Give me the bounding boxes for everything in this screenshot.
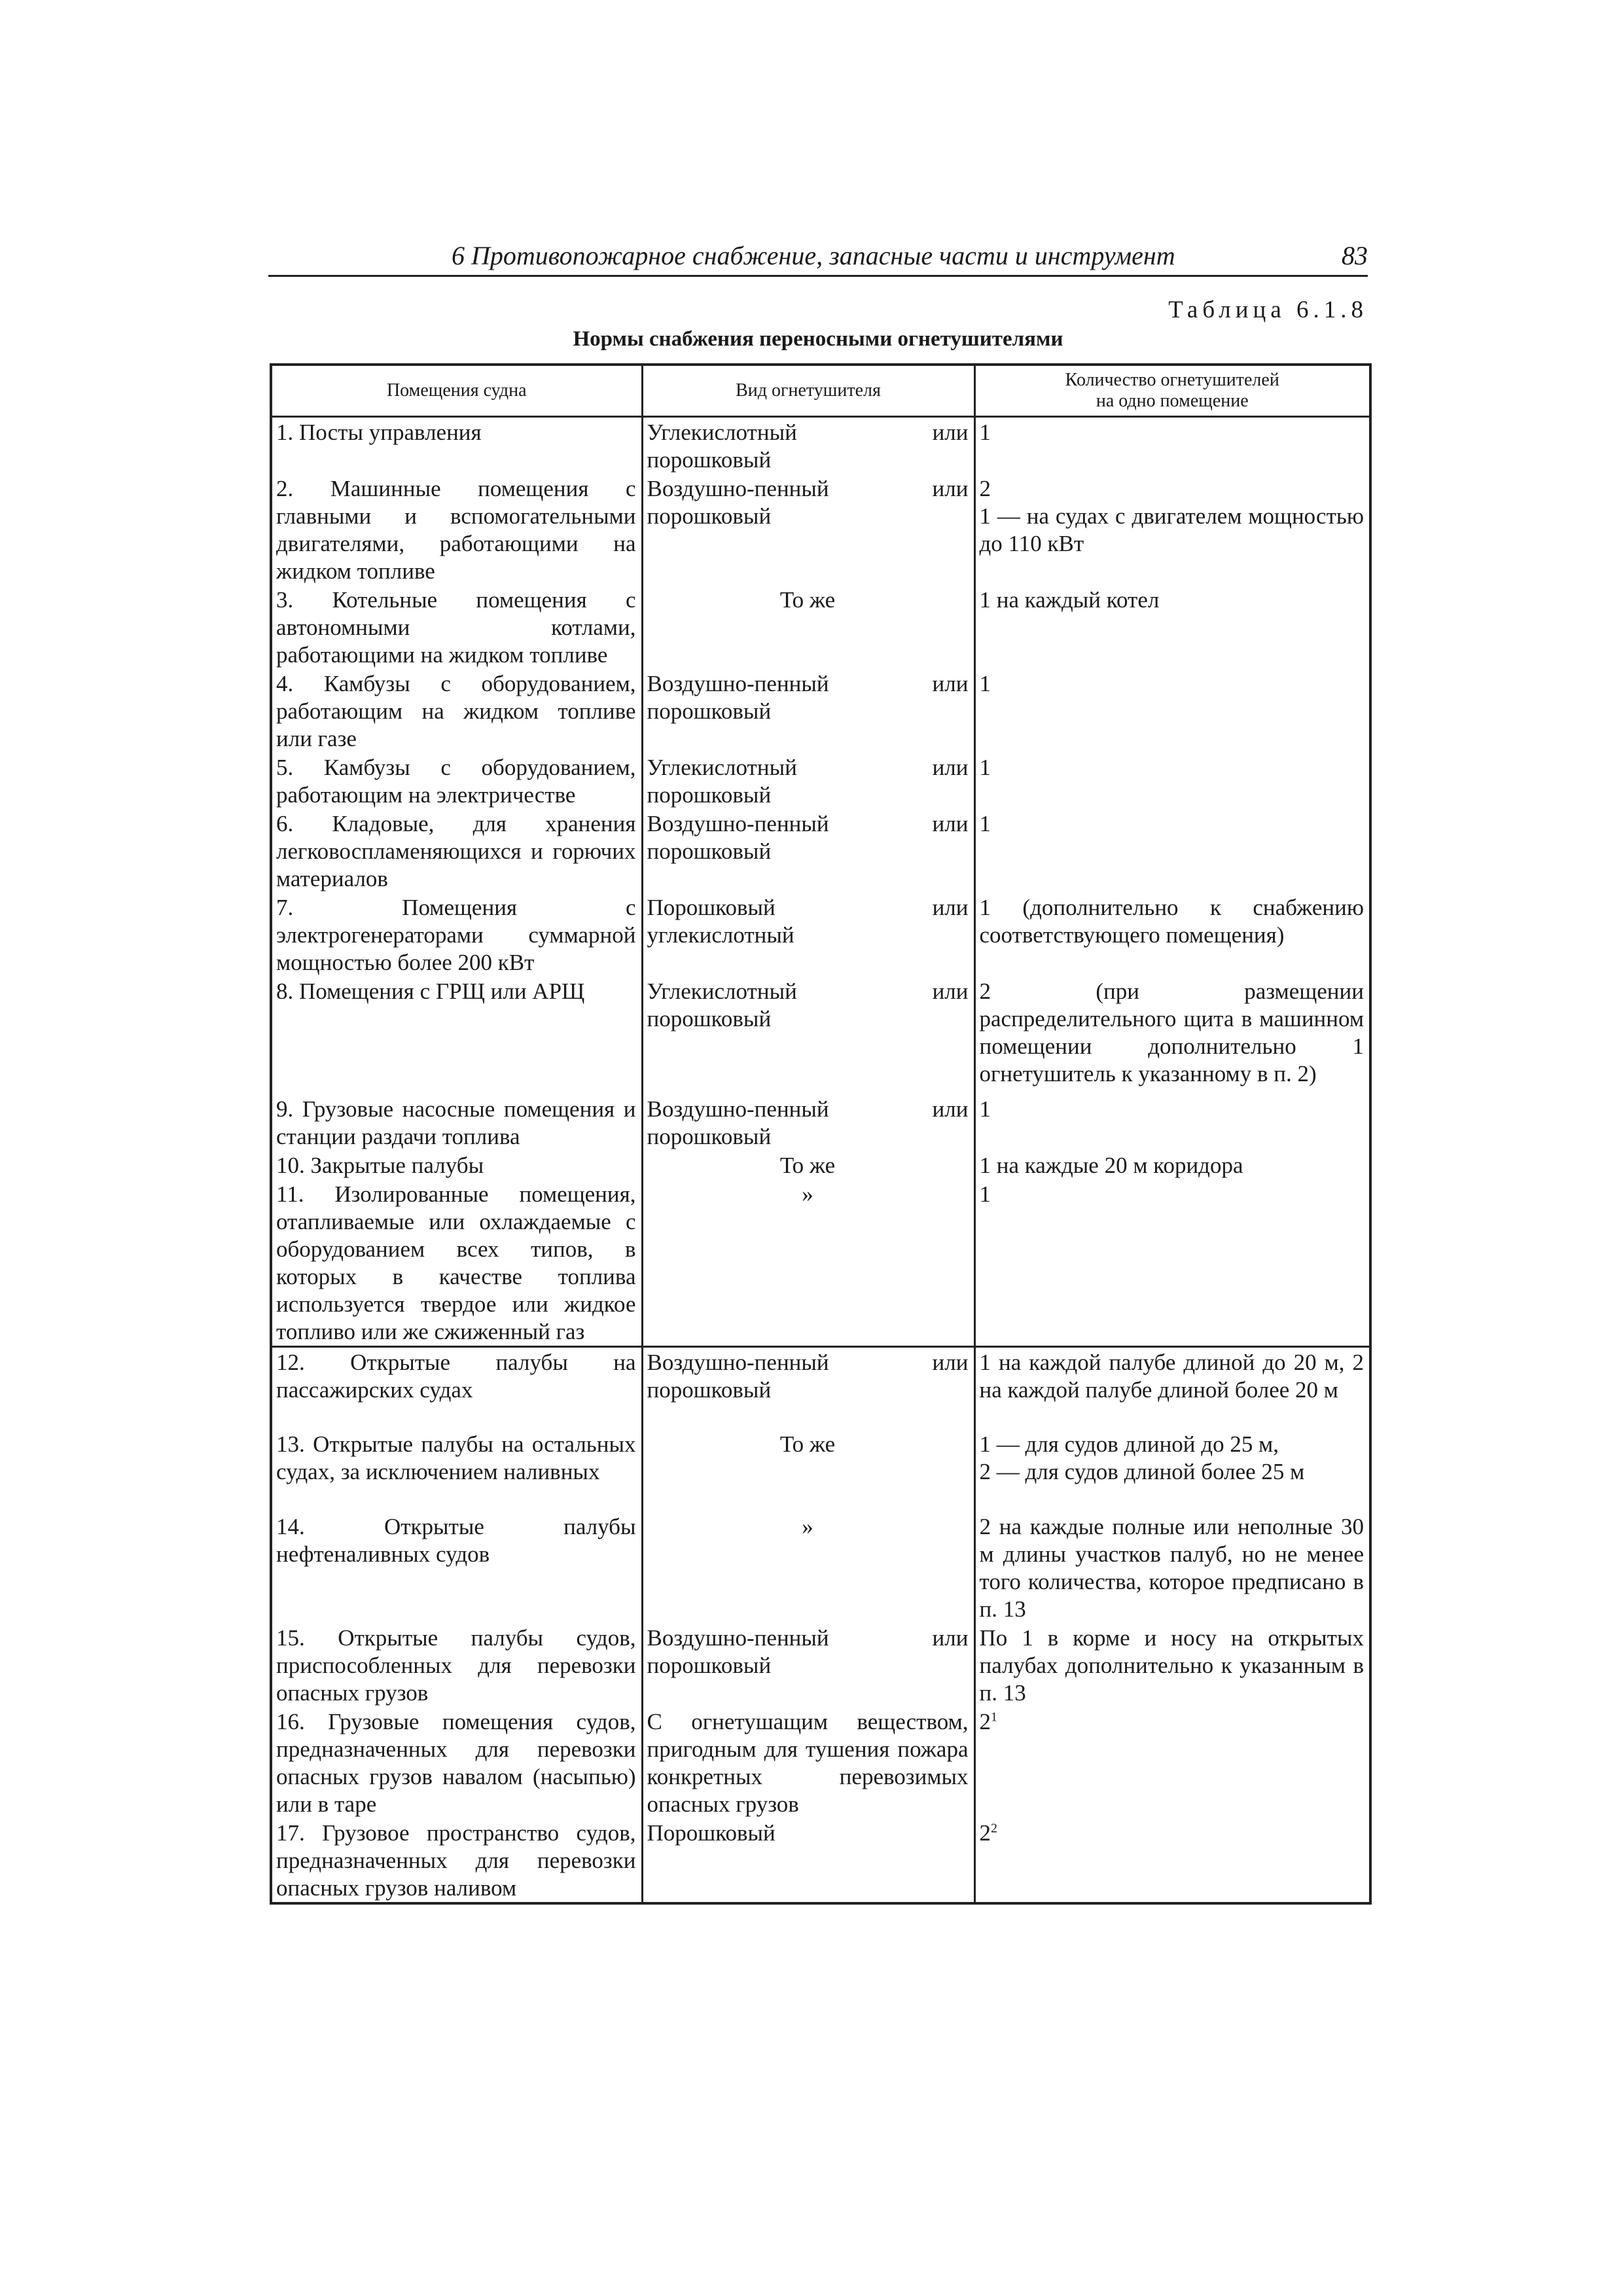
type-cell: Воздушно-пенный или порошковый bbox=[642, 669, 974, 753]
table-row bbox=[271, 1818, 1370, 1903]
type-cell: Порошковый bbox=[642, 1818, 974, 1903]
quantity-cell: 2 1 — на судах с двигателем мощностью до 110 кВт bbox=[974, 474, 1370, 585]
table-row bbox=[271, 1707, 1370, 1818]
quantity-cell: 1 bbox=[974, 669, 1370, 753]
type-cell: Воздушно-пенный или порошковый bbox=[642, 1094, 974, 1151]
column-header-type: Вид огнетушителя bbox=[642, 365, 974, 417]
type-cell: Углекислотный или порошковый bbox=[642, 417, 974, 475]
quantity-cell: 1 bbox=[974, 417, 1370, 475]
type-cell: Углекислотный или порошковый bbox=[642, 977, 974, 1094]
type-cell: То же bbox=[642, 1151, 974, 1179]
table-row bbox=[271, 585, 1370, 669]
space-cell: 2. Машинные помещения с главными и вспомогательными двигателями, работающими на жидком топливе bbox=[271, 474, 642, 585]
quantity-cell: 1 на каждые 20 м коридора bbox=[974, 1151, 1370, 1179]
type-cell: Воздушно-пенный или порошковый bbox=[642, 1623, 974, 1707]
space-cell: 9. Грузовые насосные помещения и станции раздачи топлива bbox=[271, 1094, 642, 1151]
table-row bbox=[271, 1179, 1370, 1347]
table-row bbox=[271, 1151, 1370, 1179]
type-cell: То же bbox=[642, 585, 974, 669]
type-cell: С огнетушащим веществом, пригодным для тушения пожара конкретных перевозимых опасных грузов bbox=[642, 1707, 974, 1818]
quantity-cell bbox=[974, 1818, 1370, 1903]
space-cell: 11. Изолированные помещения, отапливаемые или охлаждаемые с оборудованием всех типов, в которых в качестве топлива используется твердое или жидкое топливо или же сжиженный газ bbox=[271, 1179, 642, 1347]
table-title: Нормы снабжения переносными огнетушителями bbox=[573, 327, 1063, 351]
quantity-cell: 2 (при размещении распределительного щита в машинном помещении дополнительно 1 огнетушитель к указанному в п. 2) bbox=[974, 977, 1370, 1094]
table-header bbox=[271, 365, 1370, 417]
type-cell: » bbox=[642, 1179, 974, 1347]
quantity-cell: 2 на каждые полные или неполные 30 м длины участков палуб, но не менее того количества, которое предписано в п. 13 bbox=[974, 1512, 1370, 1623]
quantity-cell: 1 bbox=[974, 753, 1370, 809]
table-row bbox=[271, 1512, 1370, 1623]
space-cell: 7. Помещения с электрогенераторами суммарной мощностью более 200 кВт bbox=[271, 893, 642, 977]
quantity-cell: 1 (дополнительно к снабжению соответствующего помещения) bbox=[974, 893, 1370, 977]
quantity-cell: 1 на каждой палубе длиной до 20 м, 2 на каждой палубе длиной более 20 м bbox=[974, 1347, 1370, 1429]
space-cell: 4. Камбузы с оборудованием, работающим на жидком топливе или газе bbox=[271, 669, 642, 753]
table-row bbox=[271, 977, 1370, 1094]
table-row bbox=[271, 809, 1370, 893]
type-cell: Воздушно-пенный или порошковый bbox=[642, 474, 974, 585]
space-cell: 1. Посты управления bbox=[271, 417, 642, 475]
table-row bbox=[271, 474, 1370, 585]
footnote-marker: 1 bbox=[991, 1709, 997, 1724]
page-number: 83 bbox=[1342, 241, 1368, 270]
type-cell: » bbox=[642, 1512, 974, 1623]
column-header-quantity: Количество огнетушителей на одно помещение bbox=[974, 365, 1370, 417]
quantity-cell: 1 bbox=[974, 1179, 1370, 1347]
space-cell: 8. Помещения с ГРЩ или АРЩ bbox=[271, 977, 642, 1094]
space-cell: 3. Котельные помещения с автономными котлами, работающими на жидком топливе bbox=[271, 585, 642, 669]
space-cell: 17. Грузовое пространство судов, предназначенных для перевозки опасных грузов наливом bbox=[271, 1818, 642, 1903]
space-cell: 16. Грузовые помещения судов, предназначенных для перевозки опасных грузов навалом (насыпью) или в таре bbox=[271, 1707, 642, 1818]
type-cell: Углекислотный или порошковый bbox=[642, 753, 974, 809]
footnote-marker: 2 bbox=[991, 1820, 997, 1835]
extinguisher-norms-table bbox=[270, 363, 1372, 1905]
type-cell: То же bbox=[642, 1429, 974, 1512]
running-head bbox=[268, 236, 1368, 277]
space-cell: 12. Открытые палубы на пассажирских судах bbox=[271, 1347, 642, 1429]
table-row bbox=[271, 417, 1370, 475]
quantity-cell: 1 — для судов длиной до 25 м, 2 — для судов длиной более 25 м bbox=[974, 1429, 1370, 1512]
space-cell: 10. Закрытые палубы bbox=[271, 1151, 642, 1179]
quantity-cell bbox=[974, 1707, 1370, 1818]
quantity-value: 2 bbox=[979, 1820, 991, 1846]
table-row bbox=[271, 893, 1370, 977]
table-row bbox=[271, 1429, 1370, 1512]
quantity-cell: 1 bbox=[974, 1094, 1370, 1151]
type-cell: Порошковый или углекислотный bbox=[642, 893, 974, 977]
chapter-title: 6 Противопожарное снабжение, запасные части и инструмент bbox=[452, 241, 1175, 270]
table-row bbox=[271, 1347, 1370, 1429]
quantity-cell: 1 bbox=[974, 809, 1370, 893]
type-cell: Воздушно-пенный или порошковый bbox=[642, 809, 974, 893]
table-row bbox=[271, 1623, 1370, 1707]
quantity-cell: 1 на каждый котел bbox=[974, 585, 1370, 669]
column-header-space: Помещения судна bbox=[271, 365, 642, 417]
space-cell: 15. Открытые палубы судов, приспособленных для перевозки опасных грузов bbox=[271, 1623, 642, 1707]
table-row bbox=[271, 1094, 1370, 1151]
quantity-cell: По 1 в корме и носу на открытых палубах дополнительно к указанным в п. 13 bbox=[974, 1623, 1370, 1707]
table-row bbox=[271, 669, 1370, 753]
table-number: Таблица 6.1.8 bbox=[1168, 296, 1368, 323]
space-cell: 6. Кладовые, для хранения легковоспламеняющихся и горючих материалов bbox=[271, 809, 642, 893]
space-cell: 13. Открытые палубы на остальных судах, за исключением наливных bbox=[271, 1429, 642, 1512]
type-cell: Воздушно-пенный или порошковый bbox=[642, 1347, 974, 1429]
table-row bbox=[271, 753, 1370, 809]
space-cell: 5. Камбузы с оборудованием, работающим на электричестве bbox=[271, 753, 642, 809]
space-cell: 14. Открытые палубы нефтеналивных судов bbox=[271, 1512, 642, 1623]
quantity-value: 2 bbox=[979, 1708, 991, 1734]
